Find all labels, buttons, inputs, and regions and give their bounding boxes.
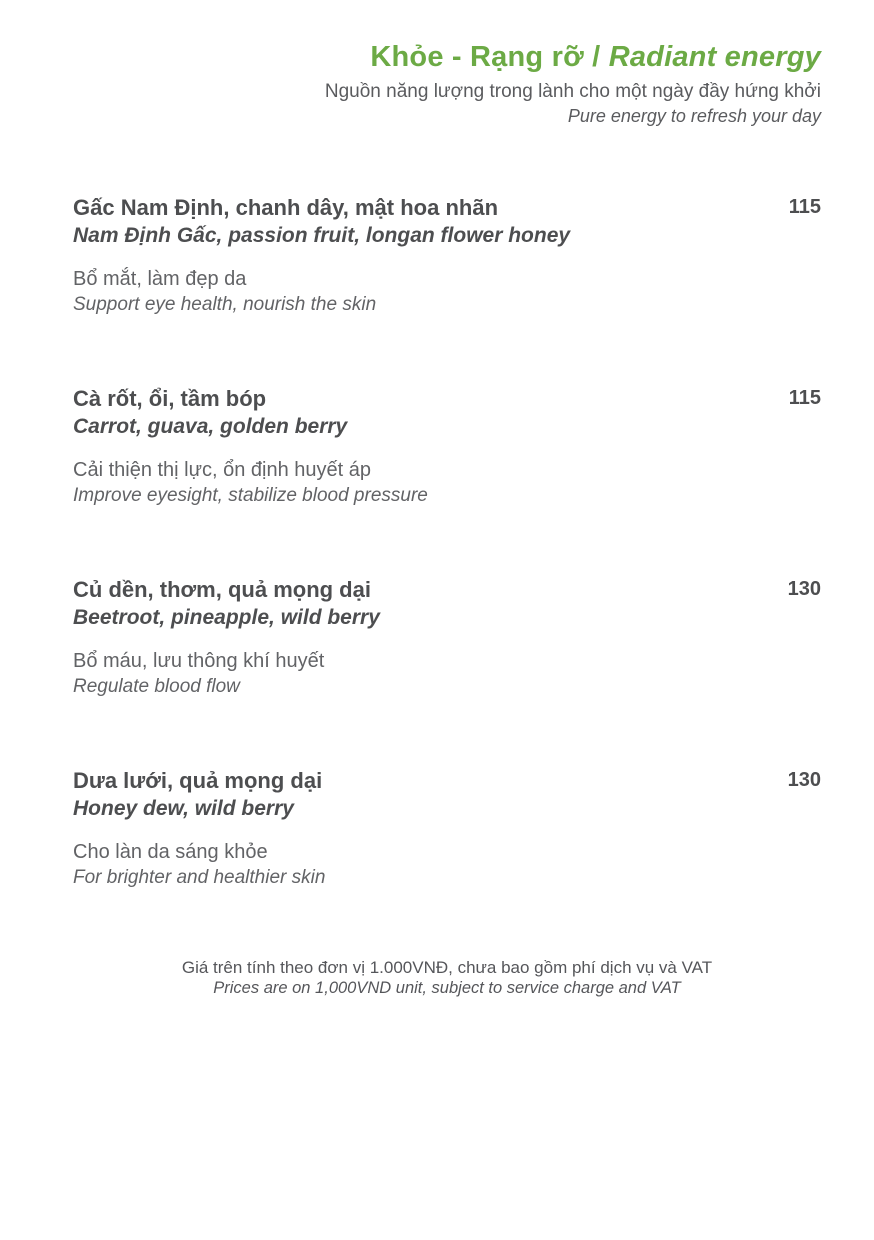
title-separator: / [583, 41, 609, 73]
item-name-english: Carrot, guava, golden berry [73, 415, 348, 438]
item-description-english: Regulate blood flow [73, 676, 240, 697]
item-description-english: Support eye health, nourish the skin [73, 294, 377, 315]
item-description-english: For brighter and healthier skin [73, 867, 326, 888]
item-description-english: Improve eyesight, stabilize blood pressure [73, 485, 428, 506]
item-head [73, 384, 821, 413]
item-head [73, 766, 821, 795]
section-title-english: Radiant energy [608, 41, 821, 73]
item-name-vietnamese: Cà rốt, ổi, tầm bóp [73, 386, 267, 411]
section-subtitle-english: Pure energy to refresh your day [567, 106, 821, 126]
menu-items-list [73, 193, 821, 891]
footer-note-vietnamese: Giá trên tính theo đơn vị 1.000VNĐ, chưa bao gồm phí dịch vụ và VAT [181, 958, 713, 977]
item-price: 115 [788, 387, 821, 409]
item-description [73, 839, 821, 891]
menu-item [73, 575, 821, 700]
item-head [73, 193, 821, 222]
item-name-english: Nam Định Gấc, passion fruit, longan flower honey [73, 224, 571, 247]
menu-footer [73, 957, 821, 999]
section-subtitle-vietnamese: Nguồn năng lượng trong lành cho một ngày đầy hứng khởi [324, 81, 821, 102]
footer-note-english: Prices are on 1,000VND unit, subject to service charge and VAT [213, 979, 681, 997]
item-description [73, 457, 821, 509]
item-name-vietnamese: Gấc Nam Định, chanh dây, mật hoa nhãn [73, 195, 499, 220]
item-name-vietnamese: Dưa lưới, quả mọng dại [73, 768, 323, 793]
item-name-english: Beetroot, pineapple, wild berry [73, 606, 380, 629]
section-title-vietnamese: Khỏe - Rạng rỡ [370, 41, 584, 73]
item-description [73, 648, 821, 700]
item-price: 130 [787, 578, 821, 600]
menu-item [73, 384, 821, 509]
item-description [73, 266, 821, 318]
item-price: 115 [788, 196, 821, 218]
item-name-english: Honey dew, wild berry [73, 797, 294, 820]
menu-item [73, 193, 821, 318]
menu-header [73, 38, 821, 129]
item-head [73, 575, 821, 604]
item-name-vietnamese: Củ dền, thơm, quả mọng dại [73, 577, 371, 602]
item-description-vietnamese: Cho làn da sáng khỏe [73, 841, 268, 863]
item-description-vietnamese: Bổ mắt, làm đẹp da [73, 268, 247, 290]
section-title [73, 38, 821, 76]
item-price: 130 [787, 769, 821, 791]
item-description-vietnamese: Cải thiện thị lực, ổn định huyết áp [73, 459, 372, 481]
item-description-vietnamese: Bổ máu, lưu thông khí huyết [73, 650, 325, 672]
menu-item [73, 766, 821, 891]
